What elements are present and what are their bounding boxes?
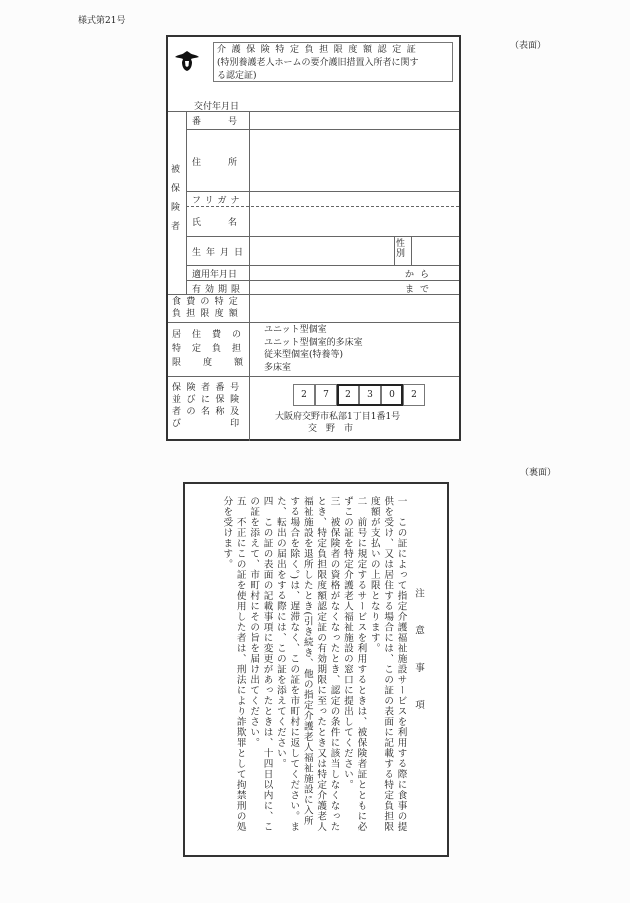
- food-cost-limit-label: 食費の特定 負担限度額: [172, 297, 244, 319]
- digit-group-highlight: [337, 384, 403, 406]
- front-side-label: （表面）: [510, 41, 547, 51]
- issue-date-label: 交付年月日: [194, 102, 240, 112]
- address-label: 住 所: [192, 158, 238, 168]
- insurer-number-digit: 2: [337, 384, 359, 406]
- apply-date-suffix: から: [405, 270, 436, 280]
- notes-text: [220, 496, 425, 836]
- residence-option: 従来型個室(特養等): [264, 350, 344, 360]
- certificate-back: [183, 482, 449, 857]
- municipal-emblem-icon: [174, 50, 200, 72]
- insurer-number-digit: 2: [293, 384, 315, 406]
- insurer-name: 交 野 市: [308, 424, 354, 434]
- notes-title: 注 意 事 項: [413, 588, 424, 719]
- residence-option: 多床室: [264, 362, 292, 373]
- note-item-2: 二 前号に規定するサービスを利用するときは、被保険者証とともに必ずこの証を特定介護老人福祉施設の窓口に提出してください。: [341, 496, 367, 832]
- residence-option: ユニット型個室的多床室: [264, 337, 363, 348]
- note-item-3: 三 被保険者の資格がなくなったとき、認定の条件に該当しなくなったとき、特定負担限度額認定証の有効期限に至ったとき又は特定介護老人福祉施設を退所したとき(引き続き、他の指定介護老人福祉施設に入所する場合を除く。)は、遅滞なく、この証を市町村に返してください。また、転出の届出をする際には、この証を添えてください。: [274, 496, 340, 832]
- certificate-front: [166, 35, 461, 441]
- valid-until-label: 有効期限: [192, 285, 245, 295]
- residence-option: ユニット型個室: [264, 325, 327, 335]
- insured-person-group-label: 被 保 険 者: [171, 165, 181, 232]
- title-sub-line-2: る認定証): [217, 71, 257, 81]
- form-number: 様式第21号: [78, 16, 126, 26]
- insurer-address: 大阪府交野市私部1丁目1番1号: [275, 412, 401, 422]
- sex-label: 性 別: [396, 239, 406, 259]
- residence-options-list: [264, 324, 363, 374]
- valid-until-suffix: まで: [405, 285, 436, 295]
- note-item-5: 五 不正にこの証を使用した者は、刑法により詐欺罪として拘禁刑の処分を受けます。: [221, 496, 246, 832]
- insurer-number-digit: 3: [359, 384, 381, 406]
- back-side-label: （裏面）: [520, 468, 557, 478]
- note-item-1: 一 この証によって指定介護福祉施設サービスを利用する際に食事の提供を受け、又は居住する場合には、この証の表面に記載する特定負担限度額が支払いの上限となります。: [368, 496, 407, 832]
- insurer-number-digit: 0: [381, 384, 403, 406]
- title-sub-line-1: (特別養護老人ホームの要介護旧措置入所者に関す: [217, 58, 419, 68]
- insurer-number-digit: 2: [403, 384, 425, 406]
- insurer-number-name-label: 保 並 者 び 険 び の 者 に 名 番 保 称 号 険 及 印: [172, 383, 240, 429]
- insurer-number-digit: 7: [315, 384, 337, 406]
- number-label: 番 号: [192, 117, 238, 127]
- note-item-4: 四 この証の表面の記載事項に変更があったときは、十四日以内に、この証を添えて、市町村にその旨を届け出てください。: [248, 496, 273, 832]
- residence-cost-limit-label: 居住費の 特定負担 限度額: [172, 330, 266, 368]
- apply-date-label: 適用年月日: [192, 270, 238, 280]
- birth-date-label: 生年月日: [192, 248, 249, 258]
- name-label: 氏 名: [192, 218, 238, 228]
- insurer-number-boxes: [293, 384, 425, 406]
- furigana-label: フリガナ: [192, 196, 244, 206]
- title-main: 介護保険特定負担限度額認定証: [217, 45, 422, 55]
- certificate-title: [213, 42, 453, 82]
